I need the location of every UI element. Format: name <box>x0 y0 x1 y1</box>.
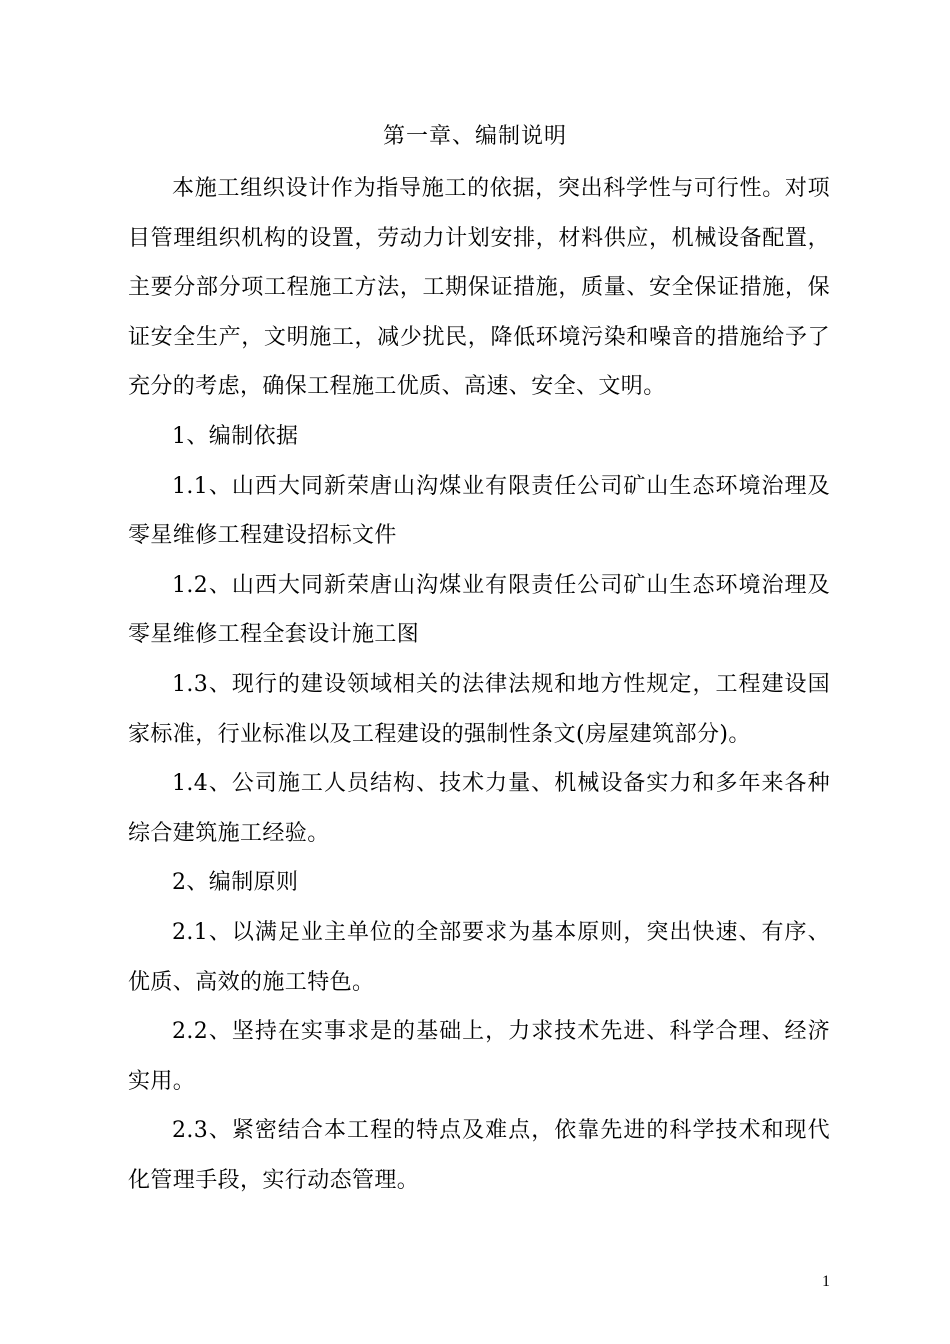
paragraph-2-3: 2.3、紧密结合本工程的特点及难点，依靠先进的科学技术和现代化管理手段，实行动态管理。 <box>128 1118 830 1193</box>
paragraph-2-2: 2.2、坚持在实事求是的基础上，力求技术先进、科学合理、经济实用。 <box>128 1019 830 1094</box>
paragraph-1-2: 1.2、山西大同新荣唐山沟煤业有限责任公司矿山生态环境治理及零星维修工程全套设计施工图 <box>128 572 830 648</box>
section-heading-basis: 1、编制依据 <box>172 423 299 449</box>
section-heading-principles: 2、编制原则 <box>172 870 299 896</box>
body-text <box>128 164 830 1205</box>
chapter-title: 第一章、编制说明 <box>382 124 567 149</box>
page-number: 1 <box>822 1273 830 1290</box>
paragraph-2-1: 2.1、以满足业主单位的全部要求为基本原则，突出快速、有序、优质、高效的施工特色。 <box>128 919 830 995</box>
paragraph-intro: 本施工组织设计作为指导施工的依据，突出科学性与可行性。对项目管理组织机构的设置，劳动力计划安排，材料供应，机械设备配置，主要分部分项工程施工方法，工期保证措施，质量、安全保证措施，保证安全生产，文明施工，减少扰民，降低环境污染和噪音的措施给予了充分的考虑，确保工程施工优质、高速、安全、文明。 <box>128 176 830 400</box>
paragraph-1-4: 1.4、公司施工人员结构、技术力量、机械设备实力和多年来各种综合建筑施工经验。 <box>128 771 830 846</box>
paragraph-1-3: 1.3、现行的建设领域相关的法律法规和地方性规定，工程建设国家标准，行业标准以及工程建设的强制性条文(房屋建筑部分)。 <box>128 671 830 747</box>
paragraph-1-1: 1.1、山西大同新荣唐山沟煤业有限责任公司矿山生态环境治理及零星维修工程建设招标文件 <box>128 473 830 549</box>
